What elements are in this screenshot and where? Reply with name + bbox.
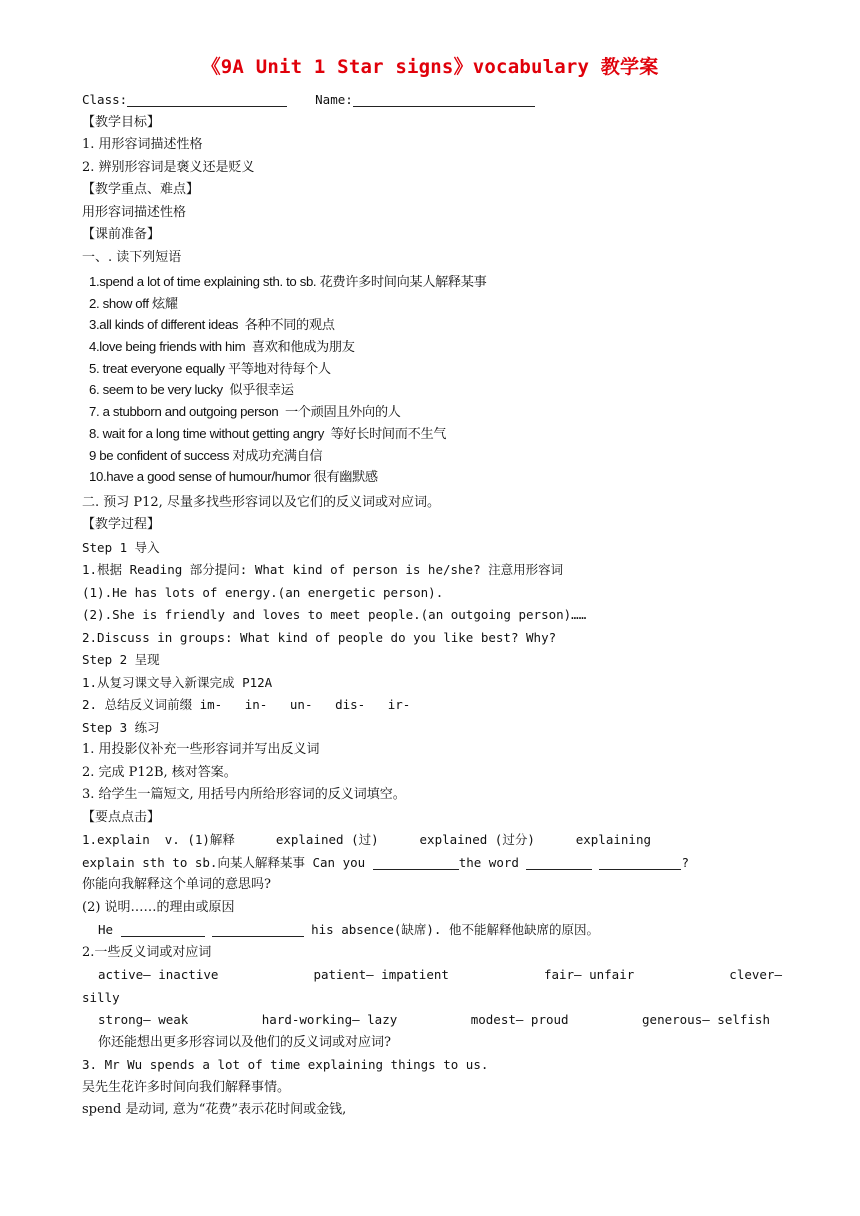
antonym-pair: patient— impatient	[313, 967, 449, 983]
antonym-pair: fair— unfair	[543, 967, 635, 983]
phrase-item: 3.all kinds of different ideas 各种不同的观点	[89, 317, 335, 333]
document-body	[82, 89, 782, 1122]
key-notes-heading: 【要点点击】	[82, 809, 161, 825]
note1-part: explained (过)	[275, 832, 379, 848]
phrase-item: 7. a stubborn and outgoing person 一个顽固且外向的人	[89, 404, 401, 420]
step3-item1: 1. 用投影仪补充一些形容词并写出反义词	[82, 742, 320, 758]
step3-item3: 3. 给学生一篇短文, 用括号内所给形容词的反义词填空。	[82, 787, 406, 803]
antonym-pair: strong— weak	[98, 1012, 189, 1028]
preparation-part2: 二. 预习 P12, 尽量多找些形容词以及它们的反义词或对应词。	[82, 494, 440, 510]
phrase-item: 4.love being friends with him 喜欢和他成为朋友	[89, 339, 355, 355]
objectives-heading: 【教学目标】	[82, 114, 161, 130]
note2-question: 你还能想出更多形容词以及他们的反义词或对应词?	[98, 1034, 391, 1050]
preparation-part1: 一、. 读下列短语	[82, 249, 182, 265]
note1-line2	[82, 852, 782, 875]
preparation-heading: 【课前准备】	[82, 227, 161, 242]
note1-line3: 你能向我解释这个单词的意思吗?	[82, 877, 271, 893]
phrase-item: 9 be confident of success 对成功充满自信	[89, 447, 323, 463]
antonyms-row	[82, 1009, 782, 1032]
phrase-item: 2. show off 炫耀	[89, 295, 178, 311]
step1-question1: 1.根据 Reading 部分提问: What kind of person is he/she? 注意用形容词	[82, 562, 564, 578]
step1-heading: Step 1 导入	[82, 539, 160, 555]
note1-line5	[82, 919, 782, 942]
class-blank[interactable]	[127, 92, 287, 107]
note1-part: explained (过分)	[419, 832, 535, 848]
fill-blank[interactable]	[599, 855, 681, 870]
note1-text: his absence(缺席). 他不能解释他缺席的原因。	[303, 922, 599, 938]
note3-chinese: 吴先生花许多时间向我们解释事情。	[82, 1079, 291, 1095]
objective-item: 1. 用形容词描述性格	[82, 137, 203, 152]
fill-blank[interactable]	[526, 855, 592, 870]
fill-blank[interactable]	[212, 922, 304, 937]
note1-part: explaining	[575, 832, 651, 848]
note1-text: the word	[458, 854, 527, 870]
class-name-line	[82, 89, 782, 112]
name-blank[interactable]	[353, 92, 535, 107]
note3-english: 3. Mr Wu spends a lot of time explaining things to us.	[82, 1057, 489, 1073]
fill-blank[interactable]	[373, 855, 459, 870]
step1-answer1: (1).He has lots of energy.(an energetic person).	[82, 584, 444, 600]
class-label: Class:	[82, 92, 128, 107]
step3-item2: 2. 完成 P12B, 核对答案。	[82, 764, 237, 780]
step2-item2: 2. 总结反义词前缀 im- in- un- dis- ir-	[82, 697, 411, 713]
antonym-pair: clever—	[729, 967, 782, 983]
note1-text: explain sth to sb.向某人解释某事 Can you	[82, 854, 373, 870]
step2-heading: Step 2 呈现	[82, 652, 160, 668]
antonym-continuation: silly	[82, 989, 120, 1005]
note3-explanation: spend 是动词, 意为“花费”表示花时间或金钱,	[82, 1102, 347, 1118]
step1-question2: 2.Discuss in groups: What kind of people do you like best? Why?	[82, 629, 557, 645]
antonyms-row	[82, 964, 782, 987]
note1-text: ?	[681, 854, 689, 870]
antonym-pair: hard-working— lazy	[261, 1012, 398, 1028]
antonym-pair: generous— selfish	[642, 1012, 770, 1028]
antonym-pair: active— inactive	[98, 967, 219, 983]
document-title: 《9A Unit 1 Star signs》vocabulary 教学案	[201, 56, 659, 78]
step1-answer2: (2).She is friendly and loves to meet people.(an outgoing person)……	[82, 607, 587, 623]
phrase-item: 5. treat everyone equally 平等地对待每个人	[89, 360, 331, 376]
note1-line4: (2) 说明……的理由或原因	[82, 899, 235, 915]
objective-item: 2. 辨别形容词是褒义还是贬义	[82, 159, 255, 175]
note1-part: 1.explain v. (1)解释	[82, 832, 235, 848]
note1-text: He	[98, 922, 121, 938]
process-heading: 【教学过程】	[82, 517, 161, 533]
phrase-item: 6. seem to be very lucky 似乎很幸运	[89, 382, 294, 398]
fill-blank[interactable]	[121, 922, 205, 937]
key-points-heading: 【教学重点、难点】	[82, 182, 200, 197]
phrase-item: 8. wait for a long time without getting angry 等好长时间而不生气	[89, 425, 447, 441]
name-label: Name:	[315, 92, 353, 107]
step3-heading: Step 3 练习	[82, 719, 160, 735]
key-points-text: 用形容词描述性格	[82, 204, 187, 220]
step2-item1: 1.从复习课文导入新课完成 P12A	[82, 674, 273, 690]
antonym-pair: modest— proud	[470, 1012, 569, 1028]
note1-line1	[82, 829, 782, 852]
phrase-item: 1.spend a lot of time explaining sth. to sb. 花费许多时间向某人解释某事	[89, 274, 487, 289]
note2-heading: 2.一些反义词或对应词	[82, 944, 212, 960]
phrase-item: 10.have a good sense of humour/humor 很有幽默感	[89, 469, 378, 485]
